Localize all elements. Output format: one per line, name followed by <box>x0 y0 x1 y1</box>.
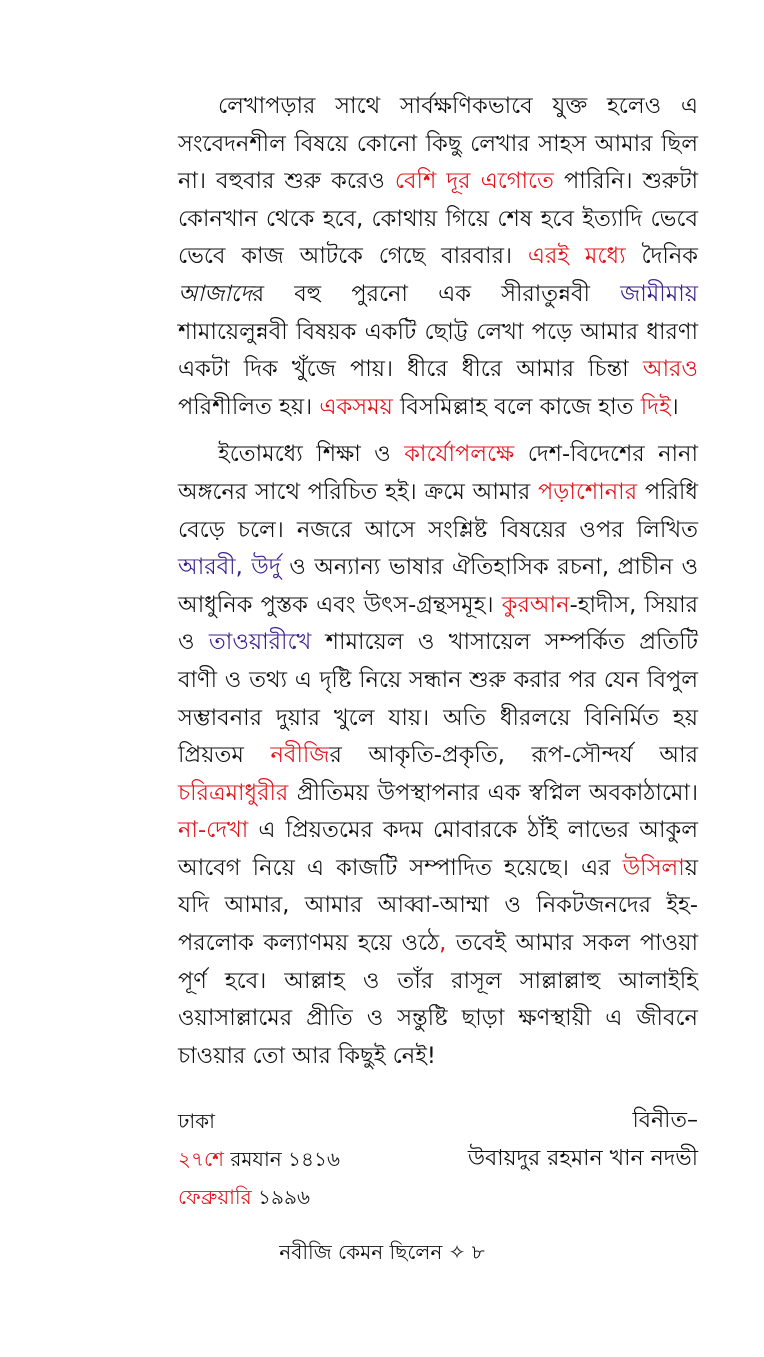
text-span: প্রীতিময় উপস্থাপনার এক স্বপ্নিল অবকাঠামো। <box>288 779 698 806</box>
date-rest: রমযান ১৪১৬ <box>223 1147 340 1171</box>
text-span: পরিধি বেড়ে চলে। নজরে আসে সংশ্লিষ্ট বিষয়ের ওপর লিখিত <box>178 478 698 543</box>
highlight-red: এরই মধ্যে <box>527 243 626 270</box>
text-span: -হাদীস, সিয়ার ও <box>178 591 698 656</box>
highlight-red: চরিত্রমাধুরীর <box>178 779 289 806</box>
hijri-date <box>178 1140 340 1178</box>
closing-word: বিনীত– <box>632 1108 698 1133</box>
text-span: লেখাপড়ার সাথে সার্বক্ষণিকভাবে যুক্ত হলেও এ সংবেদনশীল বিষয়ে কোনো কিছু লেখার সাহস আমার ছিল না। বহুবার শুরু করেও <box>178 93 698 195</box>
gregorian-date <box>178 1178 310 1216</box>
text-span: পরিশীলিত হয়। <box>178 393 320 420</box>
text-span: শামায়েল ও খাসায়েল সম্পর্কিত প্রতিটি বাণী ও তথ্য এ দৃষ্টি নিয়ে সন্ধান শুরু করার পর যেন বিপুল সম্ভাবনার দুয়ার খুলে যায়। অতি ধীরলয়ে বিনির্মিত হয় প্রিয়তম <box>178 629 698 769</box>
place-name: ঢাকা <box>178 1109 215 1133</box>
text-span: দেশ-বিদেশের নানা অঙ্গনের সাথে পরিচিত হই। ক্রমে আমার <box>178 441 698 505</box>
text-span: এ প্রিয়তমের কদম মোবারকে ঠাঁই লাভের আকুল আবেগ নিয়ে এ কাজটি সম্পাদিত হয়েছে। এর <box>178 817 698 881</box>
date-rest: ১৯৯৬ <box>251 1185 310 1209</box>
highlight-red: না-দেখা <box>178 817 249 844</box>
date-highlight: ২৭শে <box>178 1147 224 1171</box>
highlight-blue: জামীমায় <box>620 280 698 307</box>
page-footer <box>0 1238 764 1271</box>
highlight-red: কুরআন <box>501 591 570 618</box>
text-span: । <box>670 393 679 420</box>
highlight-blue: তাওয়ারীখে <box>208 629 312 656</box>
text-span: য় যদি আমার, আমার আব্বা-আম্মা ও নিকটজনদের ইহ-পরলোক কল্যাণময় হয়ে ওঠে <box>178 854 698 957</box>
page-body <box>178 88 698 1075</box>
text-span: ইতোমধ্যে শিক্ষা ও <box>218 441 405 468</box>
highlight-red: , <box>439 930 447 957</box>
paragraph-2 <box>178 436 698 1075</box>
highlight-red: নবীজি <box>270 742 330 769</box>
separator-icon: ✧ <box>448 1240 466 1264</box>
highlight-blue: আরবী, উর্দু <box>178 554 281 581</box>
date-highlight: ফেব্রুয়ারি <box>178 1185 252 1209</box>
author-name: উবায়দুর রহমান খান নদভী <box>467 1146 698 1171</box>
book-title: নবীজি কেমন ছিলেন <box>279 1240 443 1264</box>
text-span: র বহু পুরনো এক সীরাতুন্নবী <box>251 280 621 307</box>
text-span: শামায়েলুন্নবী বিষয়ক একটি ছোট্ট লেখা পড়ে আমার ধারণা একটা দিক খুঁজে পায়। ধীরে ধীরে আমার চিন্তা <box>178 318 698 383</box>
text-span: র আকৃতি-প্রকৃতি, রূপ-সৌন্দর্য আর <box>329 742 699 769</box>
text-span: পারিনি। শুরুটা কোনখান থেকে হবে, কোথায় গিয়ে শেষ হবে ইত্যাদি ভেবে ভেবে কাজ আটকে গেছে বারবার। <box>178 168 698 270</box>
signature-block <box>178 1102 698 1216</box>
highlight-red: উসিলা <box>622 854 685 881</box>
italic-newspaper-name: আজাদে <box>178 280 252 307</box>
highlight-red: কার্যোপলক্ষে <box>404 441 515 468</box>
text-span: বিসমিল্লাহ বলে কাজে হাত <box>392 393 641 420</box>
highlight-red: পড়াশোনার <box>538 478 638 505</box>
page-number: ৮ <box>471 1240 485 1264</box>
text-span: তবেই আমার সকল পাওয়া পূর্ণ হবে। আল্লাহ ও তাঁর রাসূল সাল্লাল্লাহু আলাইহি ওয়াসাল্লামের প্রীতি ও সন্তুষ্টি ছাড়া ক্ষণস্থায়ী এ জীবনে চাওয়ার তো আর কিছুই নেই! <box>178 930 698 1069</box>
signature-row-3 <box>178 1178 698 1216</box>
highlight-red: বেশি দূর এগোতে <box>394 168 554 195</box>
highlight-red: আরও <box>642 356 698 383</box>
highlight-red: একসময় <box>319 393 393 420</box>
signature-row-2 <box>178 1140 698 1178</box>
paragraph-1 <box>178 88 698 426</box>
text-span: ও অন্যান্য ভাষার ঐতিহাসিক রচনা, প্রাচীন ও আধুনিক পুস্তক এবং উৎস-গ্রন্থসমূহ। <box>178 554 698 618</box>
text-span: দৈনিক <box>625 243 698 270</box>
signature-row-1 <box>178 1102 698 1140</box>
highlight-red: দিই <box>640 393 671 420</box>
